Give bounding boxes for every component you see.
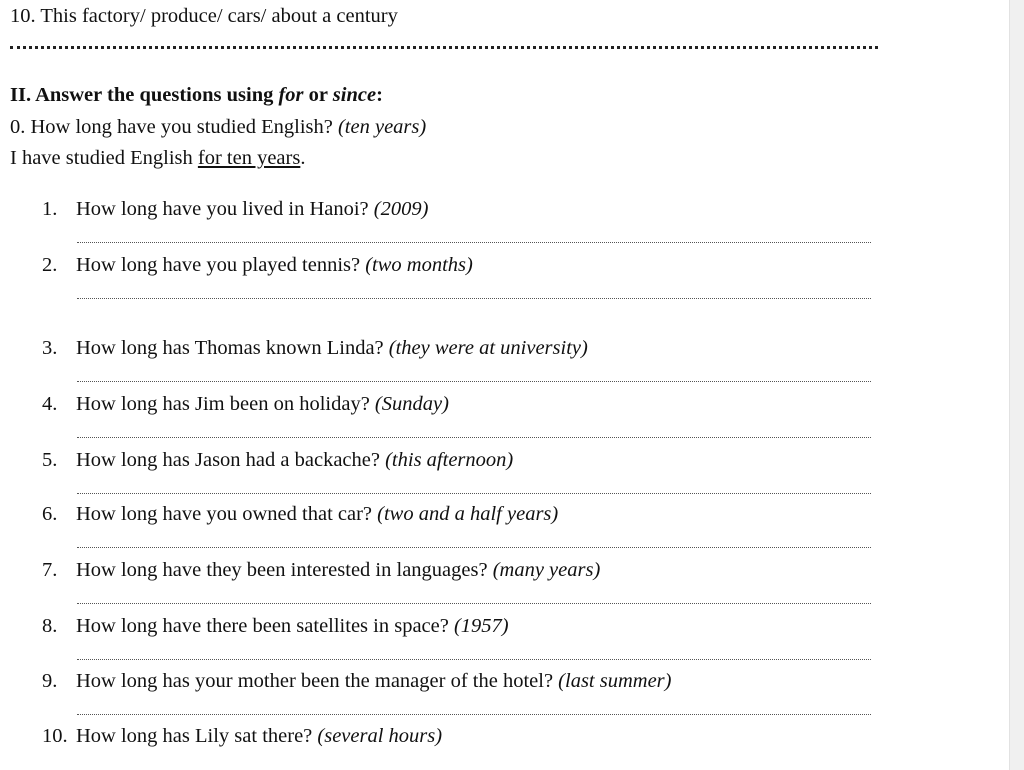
previous-item-text: This factory/ produce/ cars/ about a century bbox=[40, 5, 398, 27]
question-hint: (two months) bbox=[365, 254, 473, 276]
question-hint: (many years) bbox=[492, 559, 601, 581]
answer-line[interactable] bbox=[77, 381, 871, 382]
question-number: 3. bbox=[42, 337, 58, 359]
question-number: 6. bbox=[42, 503, 58, 525]
question-number: 4. bbox=[42, 393, 58, 415]
section-or-word: or bbox=[308, 84, 328, 106]
section-label: II. Answer the questions using bbox=[10, 84, 274, 106]
question-text: How long have you lived in Hanoi? bbox=[76, 198, 369, 220]
question-number: 8. bbox=[42, 615, 58, 637]
vertical-scrollbar[interactable] bbox=[1009, 0, 1024, 770]
question-item bbox=[76, 614, 509, 638]
question-item bbox=[76, 197, 428, 221]
example-answer bbox=[10, 146, 305, 170]
question-text: How long has Thomas known Linda? bbox=[76, 337, 384, 359]
example-answer-underlined: for ten years bbox=[197, 147, 301, 169]
question-hint: (this afternoon) bbox=[385, 449, 514, 471]
question-hint: (several hours) bbox=[317, 725, 443, 747]
section-colon: : bbox=[376, 84, 383, 106]
question-hint: (two and a half years) bbox=[377, 503, 559, 525]
section-heading bbox=[10, 83, 383, 107]
previous-item-number: 10. bbox=[10, 5, 36, 27]
example-answer-suffix: . bbox=[300, 147, 306, 169]
question-item bbox=[76, 448, 513, 472]
question-hint: (Sunday) bbox=[374, 393, 449, 415]
question-number: 5. bbox=[42, 449, 58, 471]
example-hint: (ten years) bbox=[337, 116, 427, 138]
question-text: How long have you owned that car? bbox=[76, 503, 373, 525]
question-number: 1. bbox=[42, 198, 58, 220]
question-hint: (1957) bbox=[453, 615, 509, 637]
question-hint: (last summer) bbox=[558, 670, 672, 692]
question-item bbox=[76, 253, 473, 277]
answer-line[interactable] bbox=[77, 242, 871, 243]
question-number: 9. bbox=[42, 670, 58, 692]
answer-line[interactable] bbox=[77, 659, 871, 660]
example-question bbox=[10, 115, 426, 139]
example-question-text: 0. How long have you studied English? bbox=[10, 116, 333, 138]
answer-line[interactable] bbox=[77, 714, 871, 715]
answer-line[interactable] bbox=[77, 493, 871, 494]
question-text: How long has your mother been the manager of the hotel? bbox=[76, 670, 554, 692]
question-item bbox=[76, 558, 600, 582]
previous-exercise-item bbox=[10, 4, 398, 28]
question-text: How long has Jason had a backache? bbox=[76, 449, 380, 471]
section-since-word: since bbox=[332, 84, 377, 106]
example-answer-prefix: I have studied English bbox=[10, 147, 193, 169]
answer-line[interactable] bbox=[77, 603, 871, 604]
question-item bbox=[76, 724, 442, 748]
question-item bbox=[76, 502, 558, 526]
question-item bbox=[76, 669, 671, 693]
question-text: How long has Lily sat there? bbox=[76, 725, 313, 747]
question-hint: (2009) bbox=[373, 198, 429, 220]
answer-line[interactable] bbox=[77, 298, 871, 299]
question-text: How long has Jim been on holiday? bbox=[76, 393, 370, 415]
question-item bbox=[76, 392, 449, 416]
question-item bbox=[76, 336, 588, 360]
question-hint: (they were at university) bbox=[388, 337, 588, 359]
question-number: 2. bbox=[42, 254, 58, 276]
previous-item-answer-line[interactable] bbox=[10, 46, 878, 49]
question-number: 7. bbox=[42, 559, 58, 581]
answer-line[interactable] bbox=[77, 437, 871, 438]
question-text: How long have you played tennis? bbox=[76, 254, 361, 276]
answer-line[interactable] bbox=[77, 547, 871, 548]
question-number: 10. bbox=[42, 725, 68, 747]
section-for-word: for bbox=[278, 84, 304, 106]
question-text: How long have they been interested in languages? bbox=[76, 559, 488, 581]
question-text: How long have there been satellites in space? bbox=[76, 615, 449, 637]
